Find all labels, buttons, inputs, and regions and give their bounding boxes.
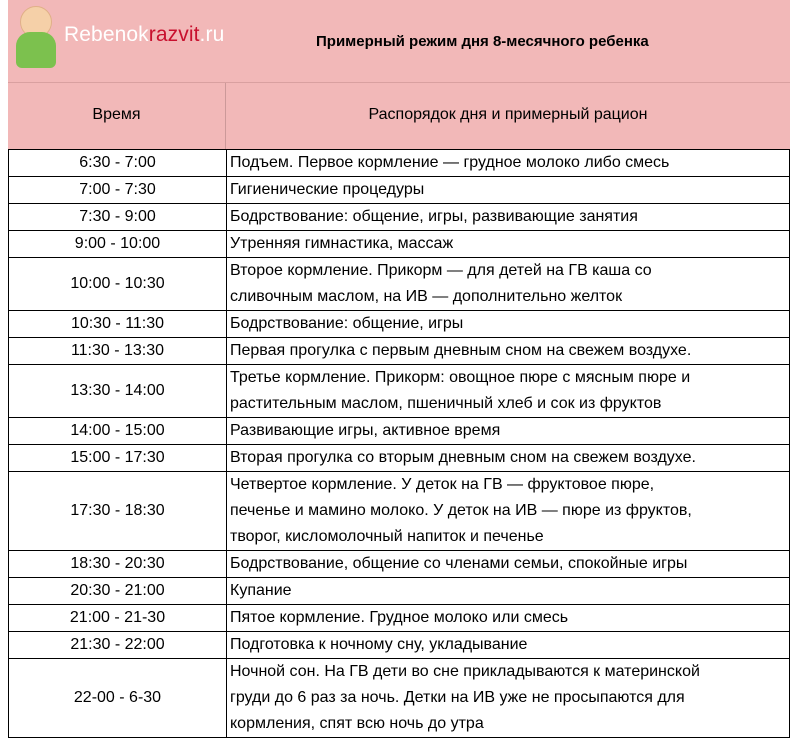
- time-cell: 14:00 - 15:00: [9, 418, 227, 445]
- schedule-cell: [227, 445, 790, 472]
- schedule-line: Развивающие игры, активное время: [230, 422, 501, 439]
- table-row: [9, 418, 790, 445]
- schedule-line: Утренняя гимнастика, массаж: [230, 235, 454, 252]
- time-cell: 6:30 - 7:00: [9, 150, 227, 177]
- schedule-line: Пятое кормление. Грудное молоко или смесь: [230, 609, 569, 626]
- schedule-line: груди до 6 раз за ночь. Детки на ИВ уже не просыпаются для: [230, 689, 685, 706]
- table-row: [9, 578, 790, 605]
- time-cell: 10:00 - 10:30: [9, 258, 227, 311]
- schedule-table: [8, 149, 790, 738]
- schedule-line: Ночной сон. На ГВ дети во сне прикладываются к материнской: [230, 663, 700, 680]
- logo-text: Rebenokrazvit.ru: [64, 23, 225, 46]
- schedule-line: Подъем. Первое кормление — грудное молоко либо смесь: [230, 154, 670, 171]
- schedule-line: Третье кормление. Прикорм: овощное пюре с мясным пюре и: [230, 369, 691, 386]
- schedule-cell: [227, 578, 790, 605]
- time-cell: 13:30 - 14:00: [9, 365, 227, 418]
- schedule-line: Второе кормление. Прикорм — для детей на ГВ каша со: [230, 262, 652, 279]
- schedule-line: Первая прогулка с первым дневным сном на свежем воздухе.: [230, 342, 692, 359]
- time-cell: 22-00 - 6-30: [9, 659, 227, 738]
- time-cell: 11:30 - 13:30: [9, 338, 227, 365]
- table-row: [9, 338, 790, 365]
- schedule-cell: [227, 231, 790, 258]
- schedule-cell: [227, 551, 790, 578]
- schedule-line: печенье и мамино молоко. У деток на ИВ — пюре из фруктов,: [230, 502, 692, 519]
- header-top: [8, 0, 790, 83]
- time-cell: 10:30 - 11:30: [9, 311, 227, 338]
- time-cell: 20:30 - 21:00: [9, 578, 227, 605]
- schedule-cell: [227, 258, 790, 311]
- schedule-line: растительным маслом, пшеничный хлеб и сок из фруктов: [230, 395, 662, 412]
- table-row: [9, 231, 790, 258]
- schedule-line: Четвертое кормление. У деток на ГВ — фруктовое пюре,: [230, 476, 655, 493]
- schedule-line: Гигиенические процедуры: [230, 181, 425, 198]
- column-header-time: Время: [92, 106, 141, 123]
- schedule-cell: [227, 365, 790, 418]
- schedule-cell: [227, 204, 790, 231]
- table-row: [9, 632, 790, 659]
- schedule-line: творог, кисломолочный напиток и печенье: [230, 528, 544, 545]
- table-row: [9, 445, 790, 472]
- schedule-cell: [227, 659, 790, 738]
- time-cell: 17:30 - 18:30: [9, 472, 227, 551]
- time-cell: 7:00 - 7:30: [9, 177, 227, 204]
- table-row: [9, 659, 790, 738]
- table-row: [9, 605, 790, 632]
- time-cell: 18:30 - 20:30: [9, 551, 227, 578]
- schedule-line: Бодрствование, общение со членами семьи, спокойные игры: [230, 555, 688, 572]
- schedule-cell: [227, 338, 790, 365]
- schedule-cell: [227, 177, 790, 204]
- table-row: [9, 472, 790, 551]
- schedule-cell: [227, 632, 790, 659]
- schedule-sheet: [8, 0, 790, 738]
- column-header-schedule: Распорядок дня и примерный рацион: [368, 106, 648, 123]
- time-cell: 7:30 - 9:00: [9, 204, 227, 231]
- baby-logo-icon: [14, 6, 58, 68]
- time-cell: 15:00 - 17:30: [9, 445, 227, 472]
- header: [8, 0, 790, 149]
- schedule-cell: [227, 311, 790, 338]
- schedule-line: Купание: [230, 582, 292, 599]
- schedule-line: Подготовка к ночному сну, укладывание: [230, 636, 528, 653]
- table-row: [9, 204, 790, 231]
- time-cell: 21:00 - 21-30: [9, 605, 227, 632]
- time-cell: 9:00 - 10:00: [9, 231, 227, 258]
- schedule-cell: [227, 418, 790, 445]
- table-row: [9, 365, 790, 418]
- schedule-line: кормления, спят всю ночь до утра: [230, 715, 484, 732]
- table-row: [9, 177, 790, 204]
- schedule-line: сливочным маслом, на ИВ — дополнительно желток: [230, 288, 623, 305]
- schedule-line: Бодрствование: общение, игры: [230, 315, 464, 332]
- table-row: [9, 258, 790, 311]
- table-row: [9, 311, 790, 338]
- column-headers: [8, 83, 790, 149]
- schedule-line: Бодрствование: общение, игры, развивающие занятия: [230, 208, 638, 225]
- schedule-cell: [227, 472, 790, 551]
- table-row: [9, 551, 790, 578]
- time-cell: 21:30 - 22:00: [9, 632, 227, 659]
- page-title: Примерный режим дня 8-месячного ребенка: [316, 33, 649, 50]
- site-logo[interactable]: [14, 6, 224, 68]
- schedule-line: Вторая прогулка со вторым дневным сном на свежем воздухе.: [230, 449, 696, 466]
- schedule-cell: [227, 605, 790, 632]
- table-row: [9, 150, 790, 177]
- schedule-cell: [227, 150, 790, 177]
